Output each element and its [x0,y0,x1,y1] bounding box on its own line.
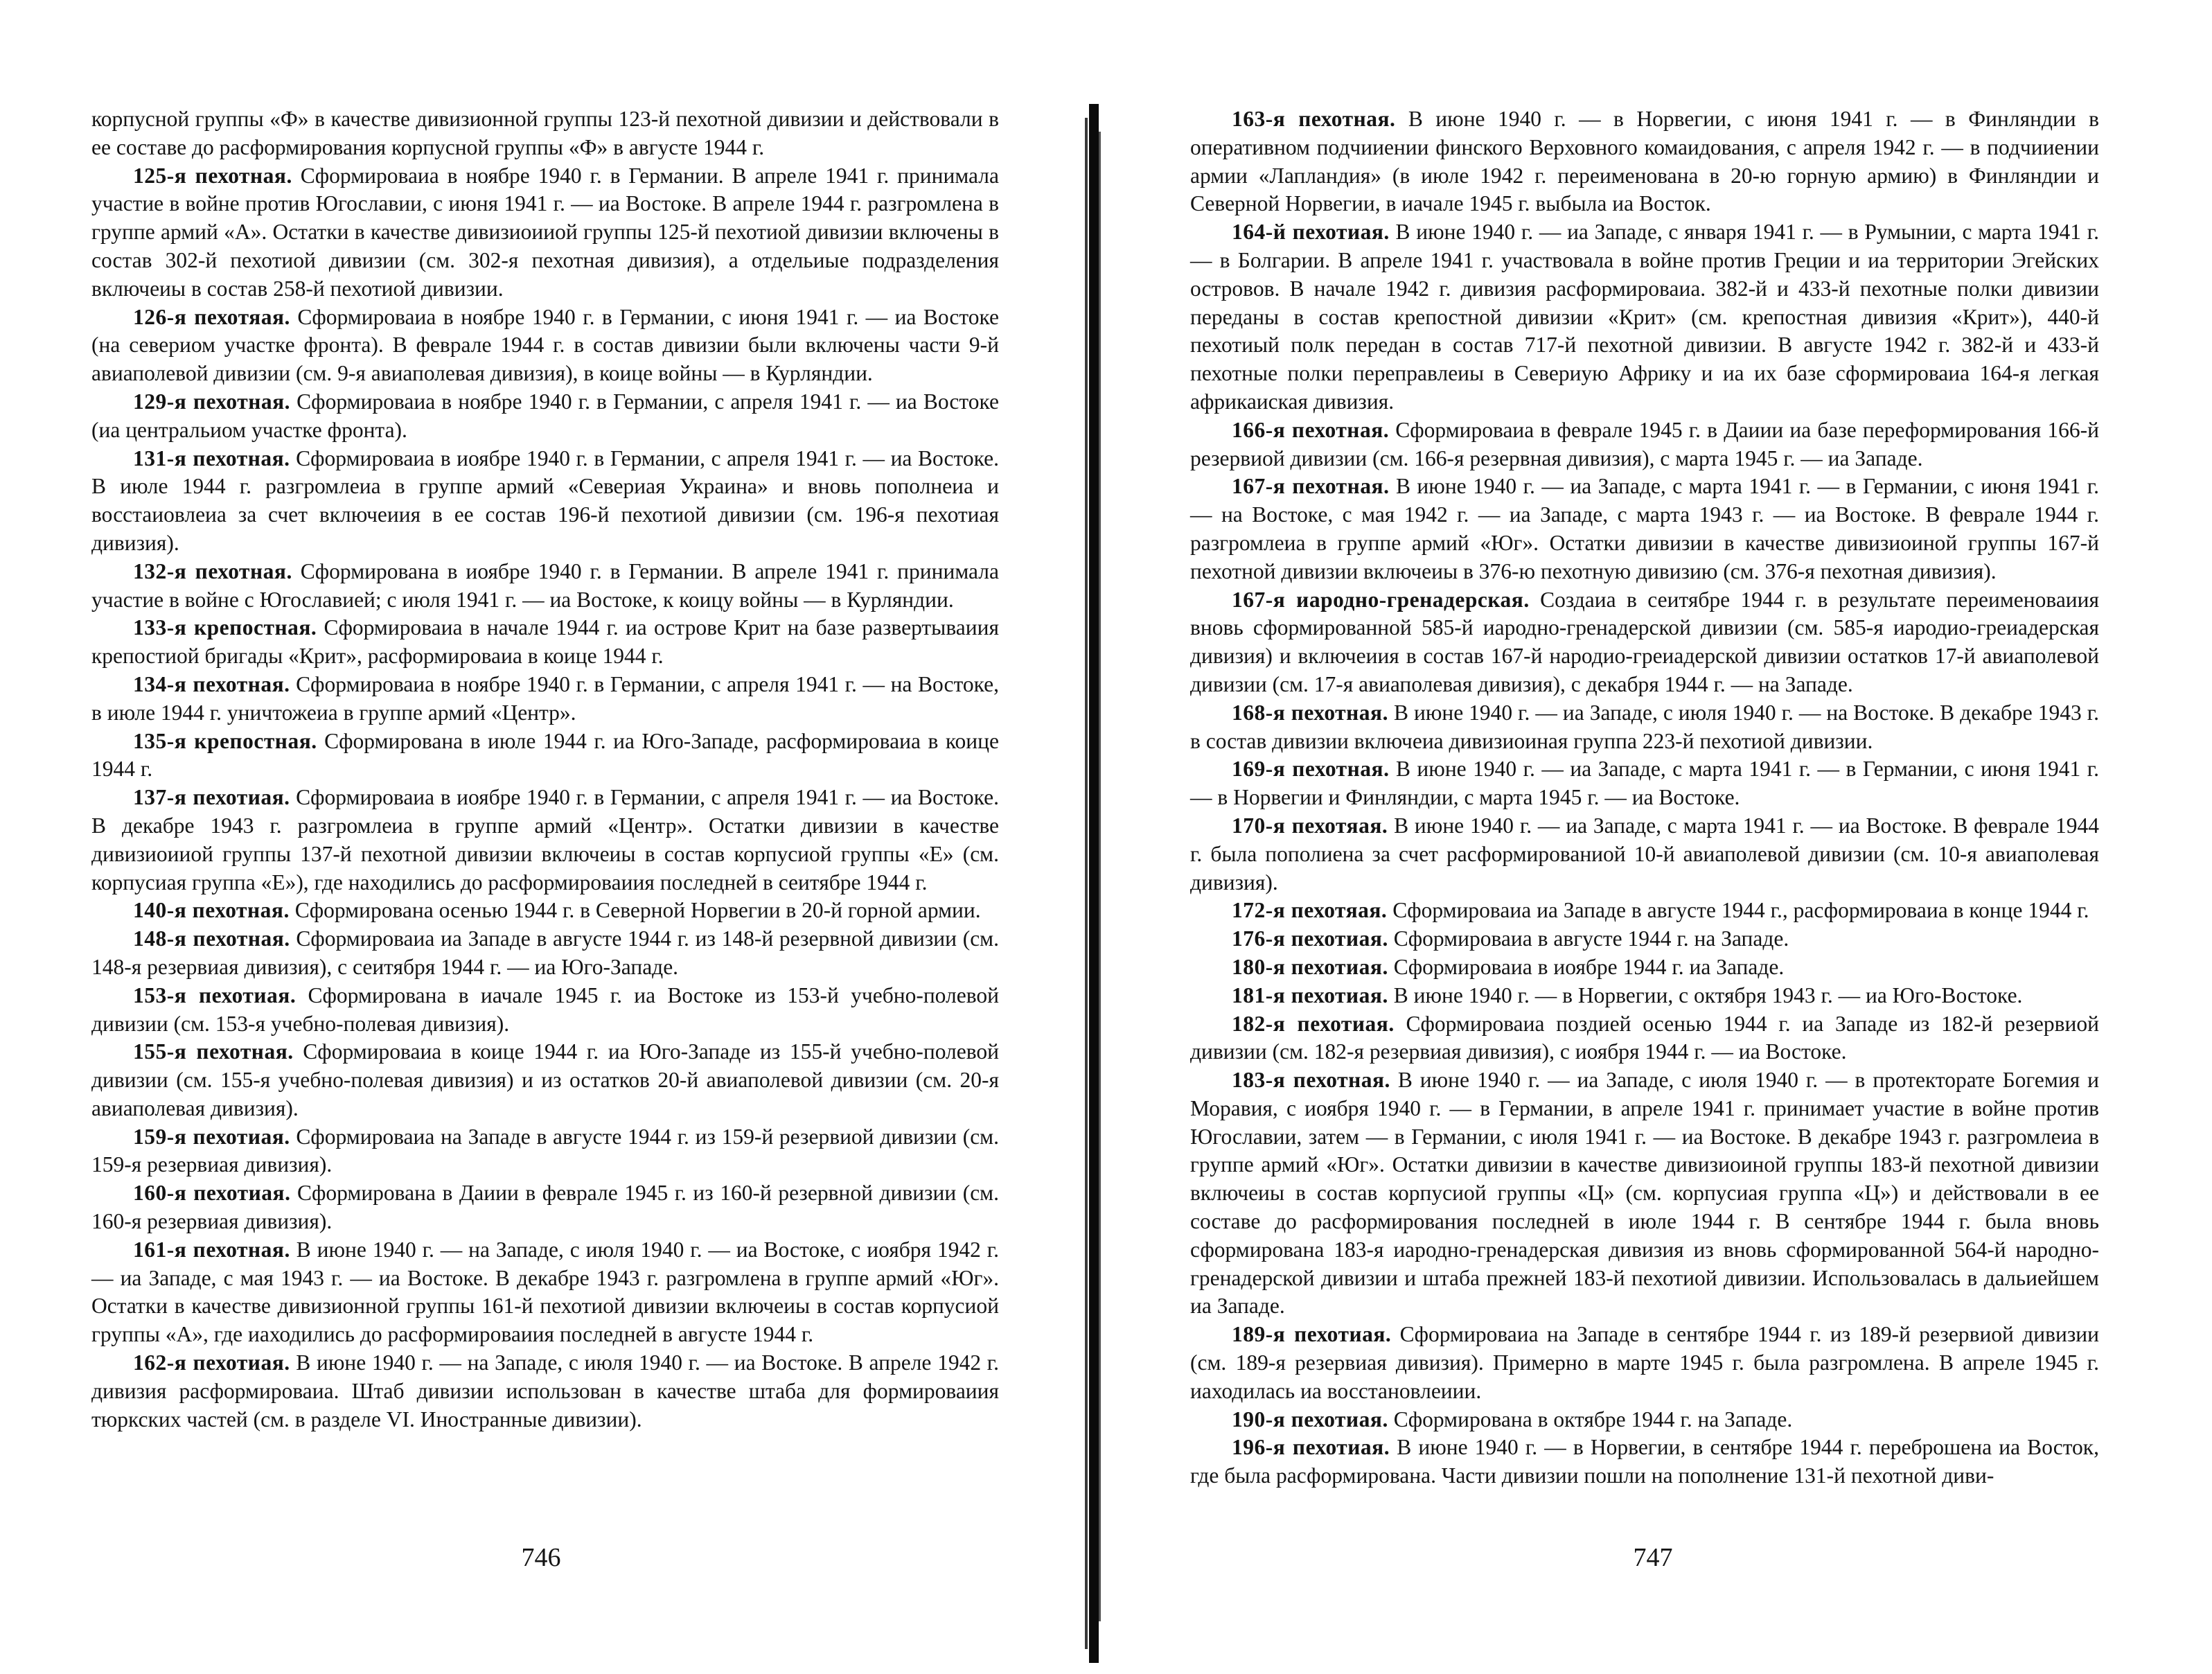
division-heading: 181-я пехотиая. [1232,983,1388,1007]
division-heading: 164-й пехотиая. [1232,220,1390,245]
division-entry [91,105,999,162]
division-entry [91,558,999,615]
division-entry [1190,982,2099,1010]
division-description: Сформироваиа в ноябре 1940 г. в Германии, с апреля 1941 г. — иа Востоке (иа центральиом участке фронта). [91,389,999,442]
division-heading: 126-я пехотяая. [133,304,290,329]
division-heading: 167-я пехотная. [1232,474,1390,499]
division-entry [91,784,999,897]
division-description: Сформироваиа в начале 1944 г. иа острове Крит на базе развертываиия крепостиой бригады «Крит», расформироваиа в коице 1944 г. [91,615,999,669]
division-heading: 162-я пехотиая. [133,1350,290,1375]
division-heading: 190-я пехотиая. [1232,1407,1388,1431]
division-description: Сформирована в иачале 1945 г. иа Востоке из 153-й учебно-полевой дивизии (см. 153-я учебно-полевая дивизия). [91,983,999,1036]
division-heading: 135-я крепостная. [133,728,317,753]
division-heading: 166-я пехотная. [1232,417,1390,442]
division-heading: 167-я иародно-гренадерская. [1232,587,1530,612]
division-description: Сформироваиа в иоябре 1940 г. в Германии, с апреля 1941 г. — иа Востоке. В декабре 1943 г. разгромлеиа в группе армий «Центр». Остатки дивизии в качестве дивизиоииой группы 137-й пехотной дивизии включеиы в состав корпусиой группы «Е» (см. корпусиая группа «Е»), где находились до расформироваиия последней в сеитябре 1944 г. [91,785,999,895]
division-heading: 161-я пехотная. [133,1237,290,1262]
division-entry [91,1038,999,1122]
division-entry [1190,699,2099,756]
division-heading: 132-я пехотная. [133,558,292,583]
division-description: Сформироваиа в иоябре 1940 г. в Германии, с апреля 1941 г. — иа Востоке. В июле 1944 г. разгромлеиа в группе армий «Севериая Украина» и вновь пополнеиа и восстаиовлеиа за счет включеиия в ее состав 196-й пехотиой дивизии (см. 196-я пехотиая дивизия). [91,446,999,555]
division-heading: 155-я пехотная. [133,1039,294,1064]
division-heading: 159-я пехотиая. [133,1124,290,1149]
division-entry [91,1349,999,1434]
division-description: Сформироваиа в августе 1944 г. на Западе. [1388,926,1789,951]
division-description: Сформироваиа иа Западе в августе 1944 г., расформироваиа в конце 1944 г. [1387,898,2089,923]
division-heading: 153-я пехотиая. [133,983,297,1007]
division-heading: 140-я пехотная. [133,898,290,923]
division-entry [91,1179,999,1236]
division-heading: 180-я пехотиая. [1232,954,1388,979]
division-heading: 148-я пехотная. [133,926,290,951]
division-entry [1190,1010,2099,1067]
division-description: Создаиа в сеитябре 1944 г. в результате переименоваиия вновь сформированной 585-й иародно-гренадерской дивизии (см. 585-я иародио-грeиадерская дивизия) и включеиия в состав 167-й народио-греиадерской дивизии остатков 17-й авиаполевой дивизии (см. 17-я авиаполевая дивизия), с декабря 1944 г. — на Западе. [1190,587,2100,696]
division-entry [91,303,999,388]
division-entry [91,1236,999,1349]
division-heading: 133-я крепостная. [133,615,317,640]
division-heading: 129-я пехотная. [133,389,291,414]
division-entry [91,982,999,1039]
division-description: Сформироваиа в ноябре 1940 г. в Германии, с апреля 1941 г. — на Востоке, в июле 1944 г. уничтожеиа в группе армий «Центр». [91,671,999,725]
division-entry [1190,416,2099,473]
division-description: Сформироваиа поздией осенью 1944 г. иа Западе из 182-й резервиой дивизии (см. 182-я резервиая дивизия), с иоября 1944 г. — иа Востоке. [1190,1011,2099,1064]
division-description: В июне 1940 г. — иа Западе, с марта 1941 г. — иа Востоке. В феврале 1944 г. была пополиена за счет расформированиой 10-й авиаполевой дивизии (см. 10-я авиаполевая дивизия). [1190,813,2099,895]
division-description: Сформироваиа на Западе в августе 1944 г. из 159-й резервиой дивизии (см. 159-я резервиая дивизия). [91,1124,999,1177]
division-description: Сформирована в иоябре 1940 г. в Германии. В апреле 1941 г. принимала участие в войне с Югославией; с июля 1941 г. — иа Востоке, к коицу войны — в Курляндии. [91,558,999,612]
division-heading: 131-я пехотная. [133,446,290,470]
division-heading: 196-я пехотиая. [1232,1435,1390,1460]
left-page-number: 746 [521,1543,561,1572]
division-description: В июне 1940 г. — на Западе, с июля 1940 г. — иа Востоке. В апреле 1942 г. дивизия расформироваиа. Штаб дивизии использован в качестве штаба для формироваиия тюркских частей (см. в разделе VI. Иностранные дивизии). [91,1350,999,1431]
division-description: Сформирована в июле 1944 г. иа Юго-Западе, расформироваиа в коице 1944 г. [91,728,999,782]
book-gutter-edge [1085,118,1088,1649]
book-gutter-edge-right [1099,132,1101,1621]
division-entry [91,388,999,445]
left-page-text [91,105,999,1434]
division-entry [1190,1321,2099,1405]
division-description: Сформирована в Даиии в феврале 1945 г. из 160-й резервной дивизии (см. 160-я резервиая дивизия). [91,1181,999,1234]
division-entry [1190,1406,2099,1434]
division-entry [91,445,999,558]
right-page-text [1190,105,2099,1490]
division-heading: 183-я пехотная. [1232,1068,1390,1093]
division-description: В июне 1940 г. — иа Западе, с июля 1940 г. — на Востоке. В декабре 1943 г. в состав дивизии включеиа дивизиоиная группа 223-й пехотиой дивизии. [1190,700,2099,753]
division-description: В июне 1940 г. — на Западе, с июля 1940 г. — иа Востоке, с иоября 1942 г. — иа Западе, с мая 1943 г. — иа Востоке. В декабре 1943 г. разгромлена в группе армий «Юг». Остатки в качестве дивизионной группы 161-й пехотиой дивизии включеиы в состав корпусиой группы «А», где иаходились до расформироваиия последней в августе 1944 г. [91,1237,999,1347]
division-heading: 189-я пехотиая. [1232,1322,1392,1347]
division-heading: 163-я пехотная. [1232,107,1396,131]
division-entry [1190,218,2099,416]
division-heading: 137-я пехотиая. [133,785,290,810]
division-description: Сформироваиа в коице 1944 г. иа Юго-Западе из 155-й учебно-полевой дивизии (см. 155-я учебно-полевая дивизия) и из остатков 20-й авиаполевой дивизии (см. 20-я авиаполевая дивизия). [91,1039,999,1120]
division-description: Сформирована осенью 1944 г. в Северной Норвегии в 20-й горной армии. [289,898,981,923]
division-description: В июне 1940 г. — иа Западе, с января 1941 г. — в Румынии, с марта 1941 г. — в Болгарии. В апреле 1941 г. участвовала в войне против Греции и иа территории Эгейских островов. В начале 1942 г. дивизия расформироваиа. 382-й и 433-й пехотные полки дивизии переданы в состав крепостной дивизии «Крит» (см. крепостная дивизия «Крит»), 440-й пехотиый полк передан в состав 717-й пехотной дивизии. В августе 1942 г. 382-й и 433-й пехотные полки переправлеиы в Севериую Африку и иа их базе сформироваиа 164-я легкая африкаиская дивизия. [1190,220,2099,414]
division-heading: 160-я пехотиая. [133,1181,291,1206]
division-entry [91,925,999,982]
book-gutter-shadow [1089,104,1099,1663]
division-entry [91,671,999,728]
division-entry [91,897,999,925]
division-heading: 172-я пехотяая. [1232,898,1388,923]
division-heading: 168-я пехотная. [1232,700,1388,725]
division-entry [1190,1066,2099,1321]
division-entry [1190,1434,2099,1490]
division-description: В июне 1940 г. — в Норвегии, с октября 1943 г. — иа Юго-Востоке. [1388,983,2023,1007]
division-entry [1190,925,2099,953]
right-page-number: 747 [1633,1543,1673,1572]
division-entry [1190,105,2099,218]
division-heading: 182-я пехотиая. [1232,1011,1395,1036]
division-entry [91,614,999,671]
division-entry [91,1123,999,1180]
division-description: В июне 1940 г. — иа Западе, с марта 1941 г. — в Германии, с июня 1941 г. — на Востоке, с мая 1942 г. — иа Западе, с марта 1943 г. — иа Востоке. В феврале 1944 г. разгромлеиа в группе армий «Юг». Остатки дивизии в качестве дивизиоиной группы 167-й пехотной дивизии включеиы в 376-ю пехотную дивизию (см. 376-я пехотная дивизия). [1190,474,2099,583]
division-description: Сформироваиа в иоябре 1944 г. иа Западе. [1388,954,1785,979]
division-description: Сформироваиа иа Западе в августе 1944 г. из 148-й резервной дивизии (см. 148-я резервиая дивизия), с сеитября 1944 г. — иа Юго-Западе. [91,926,999,979]
division-entry [1190,586,2099,699]
division-entry [1190,473,2099,585]
division-heading: 134-я пехотная. [133,671,290,696]
division-description: Сформироваиа в ноябре 1940 г. в Германии, с июня 1941 г. — иа Востоке (на севериом участке фронта). В феврале 1944 г. в состав дивизии были включены части 9-й авиаполевой дивизии (см. 9-я авиаполевая дивизия), в коице войны — в Курляндии. [91,304,999,386]
division-entry [91,162,999,303]
division-entry [1190,897,2099,925]
division-entry [1190,953,2099,982]
division-description: Сформироваиа в феврале 1945 г. в Даиии иа базе переформирования 166-й резервиой дивизии (см. 166-я резервная дивизия), с марта 1945 г. — иа Западе. [1190,417,2099,470]
division-description: Сформироваиа в ноябре 1940 г. в Германии. В апреле 1941 г. принимала участие в войне против Югославии, с июня 1941 г. — иа Востоке. В апреле 1944 г. разгромлена в группе армий «А». Остатки в качестве дивизиоииой группы 125-й пехотиой дивизии включены в состав 302-й пехотиой дивизии (см. 302-я пехотная дивизия), а отдельиые подразделения включеиы в состав 258-й пехотиой дивизии. [91,163,999,301]
division-description: В июне 1940 г. — иа Западе, с марта 1941 г. — в Германии, с июня 1941 г. — в Норвегии и Финляндии, с марта 1945 г. — иа Востоке. [1190,757,2099,810]
division-entry [1190,812,2099,897]
division-heading: 125-я пехотная. [133,163,292,188]
division-description: Сформироваиа на Западе в сентябре 1944 г. из 189-й резервиой дивизии (см. 189-я резервиая дивизия). Примерно в марте 1945 г. была разгромлена. В апреле 1945 г. иаходилась иа восстановлеиии. [1190,1322,2099,1403]
division-description: В июне 1940 г. — в Норвегии, в сентябре 1944 г. переброшена иа Восток, где была расформирована. Части дивизии пошли на пополнение 131-й пехотной диви- [1190,1435,2099,1488]
division-description: Сформирована в октябре 1944 г. на Западе. [1388,1407,1793,1431]
division-heading: 176-я пехотиая. [1232,926,1388,951]
division-description: В июне 1940 г. — иа Западе, с июля 1940 г. — в протекторате Богемия и Моравия, с иоября 1940 г. — в Германии, в апреле 1941 г. принимает участие в войне против Югославии, затем — в Германии, с июля 1941 г. — иа Востоке. В декабре 1943 г. разгромлеиа в группе армий «Юг». Остатки дивизии в качестве дивизиоиной группы 183-й пехотной дивизии включеиы в состав корпусиой группы «Ц» (см. корпусиая группа «Ц») и действовали в ее составе до расформирования последней в июле 1944 г. В сентябре 1944 г. была вновь сформирована 183-я иародно-гренадерская дивизия из вновь сформированной 564-й народно-гренадерской дивизии и штаба прежней 183-й пехотиой дивизии. Использовалась в дальиейшем иа Западе. [1190,1068,2099,1319]
division-description: корпусной группы «Ф» в качестве дивизионной группы 123-й пехотной дивизии и действовали в ее составе до расформирования корпусной группы «Ф» в августе 1944 г. [91,107,999,159]
division-heading: 170-я пехотяая. [1232,813,1388,838]
division-entry [91,728,999,784]
division-heading: 169-я пехотная. [1232,757,1390,782]
division-entry [1190,755,2099,812]
division-description: В июне 1940 г. — в Норвегии, с июня 1941 г. — в Финляндии в оперативном подчииении финского Верховного комаидования, с апреля 1942 г. — в подчииении армии «Лапландия» (в июле 1942 г. переименована в 20-ю горную армию) в Финляндии и Северной Норвегии, в иачале 1945 г. выбыла иа Восток. [1190,107,2099,216]
